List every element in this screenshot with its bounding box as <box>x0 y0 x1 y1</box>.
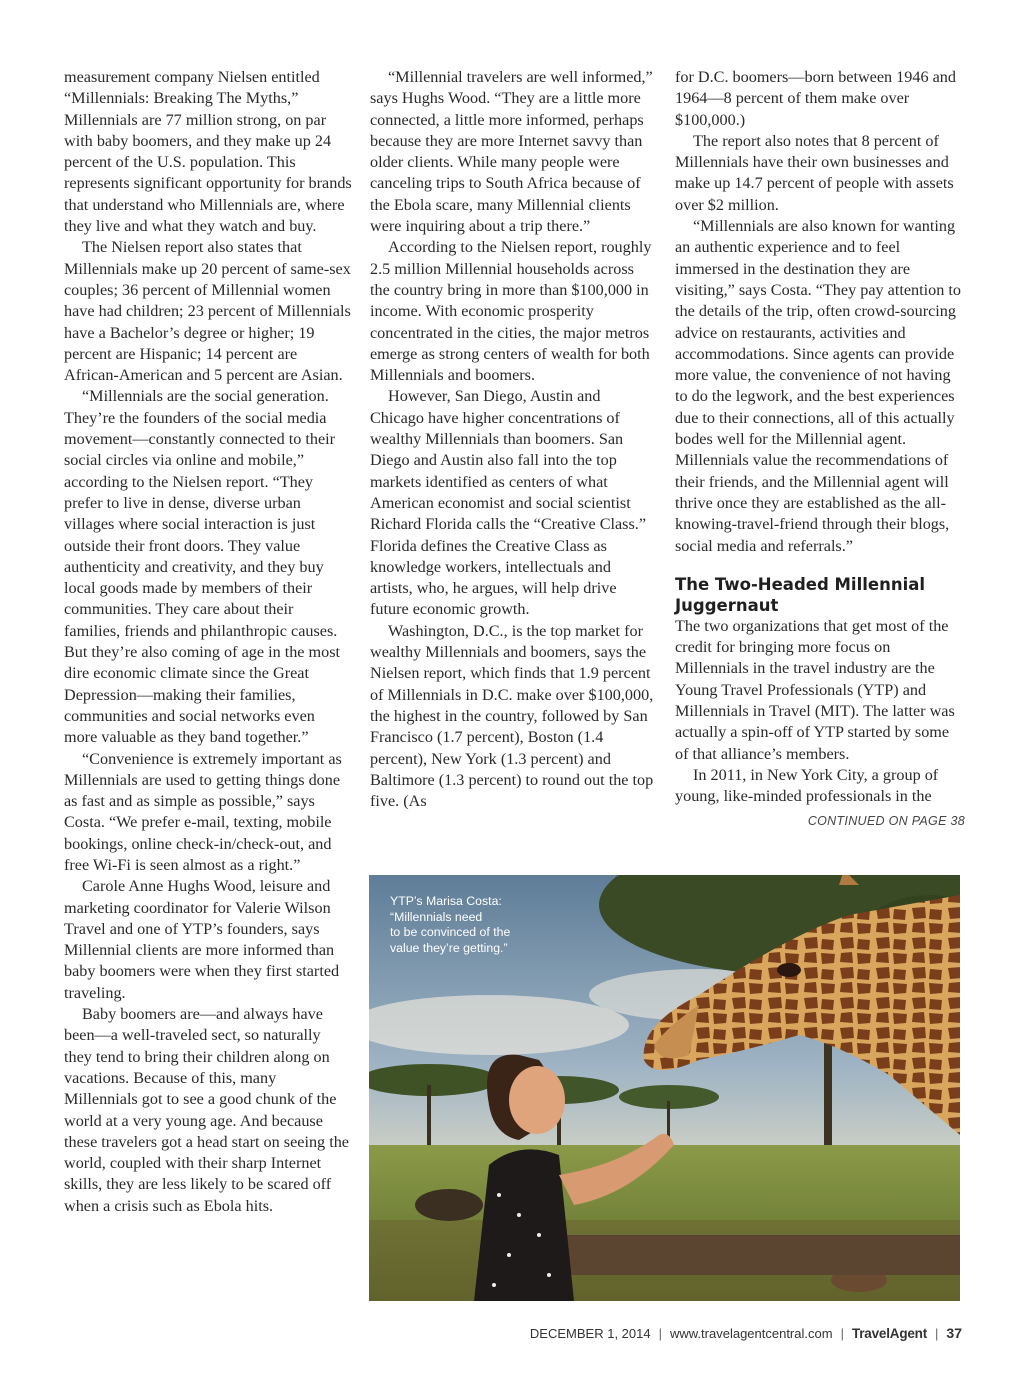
caption-line: “Millennials need <box>390 909 483 924</box>
paragraph: “Millennial travelers are well informed,” says Hughs Wood. “They are a little more connected, a little more informed, perhaps because they are more Internet savvy than older clients. While many people were canceling trips to South Africa because of the Ebola scare, many Millennial clients were inquiring about a trip there.” <box>370 68 653 236</box>
paragraph: for D.C. boomers—born between 1946 and 1964—8 percent of them make over $100,000.) <box>675 68 956 129</box>
photo-caption <box>390 894 560 956</box>
section-subheading: The Two-Headed Millennial Juggernaut <box>675 574 926 615</box>
caption-line: YTP’s Marisa Costa: <box>390 894 502 908</box>
paragraph: “Convenience is extremely important as Millennials are used to getting things done as fast and as simple as possible,” says Costa. “We prefer e-mail, texting, mobile bookings, online check-in/check-out, and free Wi-Fi is seen almost as a right.” <box>64 749 342 874</box>
text-column-3 <box>675 67 965 832</box>
caption-line: to be convinced of the <box>390 925 511 939</box>
paragraph: “Millennials are also known for wanting an authentic experience and to feel immersed in the destination they are visiting,” says Costa. “They pay attention to the details of the trip, often crowd-sourcing advice on restaurants, activities and accommodations. Since agents can provide more value, the convenience of not having to do the legwork, and the best experiences due to their connections, all of this actually bodes well for the Millennial agent. Millennials value the recommendations of their friends, and the Millennial agent will thrive once they are established as the all-knowing-travel-friend through their blogs, social media and referrals.” <box>675 217 961 555</box>
paragraph: The Nielsen report also states that Millennials make up 20 percent of same-sex couples; 36 percent of Millennial women have had children; 23 percent of Millennials have a Bachelor’s degree or higher; 19 percent are Hispanic; 14 percent are African-American and 5 percent are Asian. <box>64 238 351 385</box>
paragraph: measurement company Nielsen entitled “Millennials: Breaking The Myths,” Millennials are 77 million strong, on par with baby boomers, and they make up 24 percent of the U.S. population. This represents significant opportunity for brands that understand who Millennials are, where they live and what they watch and buy. <box>64 68 352 236</box>
paragraph: In 2011, in New York City, a group of young, like-minded professionals in the <box>675 765 939 806</box>
separator: | <box>658 1325 662 1341</box>
separator: | <box>840 1325 844 1341</box>
paragraph: Carole Anne Hughs Wood, leisure and marketing coordinator for Valerie Wilson Travel and one of YTP’s founders, says Millennial clients are more informed than baby boomers were when they first started traveling. <box>64 877 340 1002</box>
paragraph: “Millennials are the social generation. They’re the founders of the social media movement—constantly connected to their social circles via online and mobile,” according to the Nielsen report. “They prefer to live in dense, diverse urban villages where social interaction is just outside their front doors. They value authenticity and creativity, and they buy local goods made by members of their communities. They care about their families, friends and philanthropic causes. But they’re also coming of age in the most dire economic climate since the Great Depression—making their families, communities and social networks even more valuable as they band together.” <box>64 387 341 747</box>
paragraph: Baby boomers are—and always have been—a well-traveled sect, so naturally they tend to bring their children along on vacations. Because of this, many Millennials got to see a good chunk of the world at a very young age. And because these travelers got a head start on seeing the world, coupled with their sharp Internet skills, they are less likely to be scared off when a crisis such as Ebola hits. <box>64 1005 349 1215</box>
brand-logo: TravelAgent <box>851 1325 928 1341</box>
text-column-2 <box>370 67 656 812</box>
separator: | <box>935 1325 939 1341</box>
continued-notice: CONTINUED ON PAGE 38 <box>807 813 965 828</box>
paragraph: Washington, D.C., is the top market for wealthy Millennials and boomers, says the Nielsen report, which finds that 1.9 percent of Millennials in D.C. make over $100,000, the highest in the country, followed by San Francisco (1.7 percent), Boston (1.4 percent), New York (1.3 percent) and Baltimore (1.3 percent) to round out the top five. (As <box>370 621 654 811</box>
paragraph: However, San Diego, Austin and Chicago have higher concentrations of wealthy Millennials than boomers. San Diego and Austin also fall into the top markets identified as centers of what American economist and social scientist Richard Florida calls the “Creative Class.” Florida defines the Creative Class as knowledge workers, intellectuals and artists, who, he argues, will help drive future economic growth. <box>370 387 647 619</box>
page-number: 37 <box>946 1325 962 1341</box>
paragraph: The report also notes that 8 percent of Millennials have their own businesses and make up 14.7 percent of people with assets over $2 million. <box>675 131 954 214</box>
issue-date: DECEMBER 1, 2014 <box>529 1325 651 1341</box>
website-link[interactable]: www.travelagentcentral.com <box>669 1325 833 1341</box>
giraffe-photo <box>369 875 960 1301</box>
paragraph: According to the Nielsen report, roughly 2.5 million Millennial households across the country bring in more than $100,000 in income. With economic prosperity concentrated in the cities, the major metros emerge as strong centers of wealth for both Millennials and boomers. <box>370 238 652 385</box>
caption-line: value they’re getting.” <box>390 940 508 955</box>
paragraph: The two organizations that get most of the credit for bringing more focus on Millennials in the travel industry are the Young Travel Professionals (YTP) and Millennials in Travel (MIT). The latter was actually a spin-off of YTP started by some of that alliance’s members. <box>675 616 955 763</box>
page-footer <box>530 1325 962 1341</box>
text-column-1 <box>64 67 352 1217</box>
